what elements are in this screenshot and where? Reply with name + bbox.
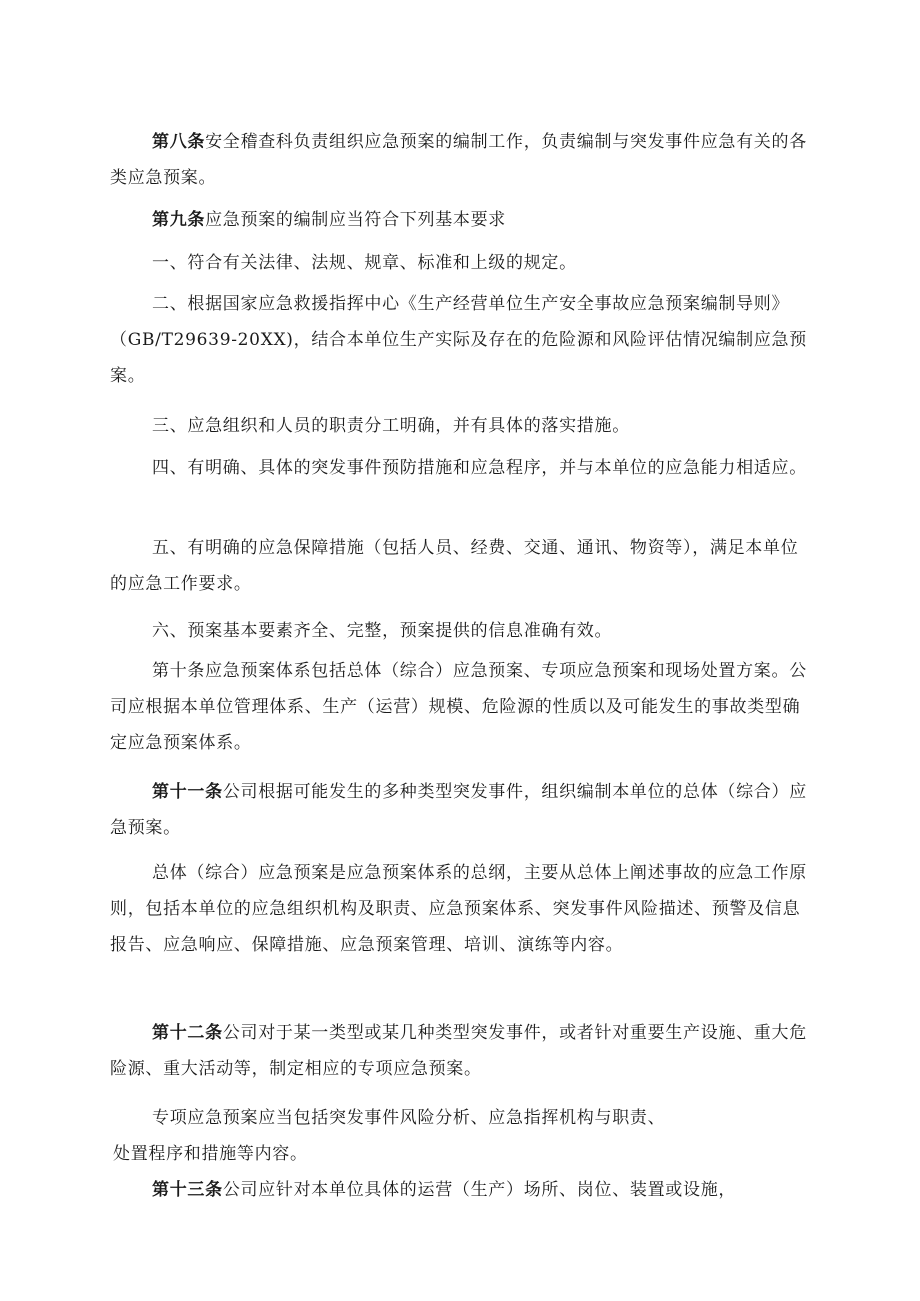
article-body: 应急预案的编制应当符合下列基本要求 bbox=[205, 210, 507, 230]
list-item: 三、应急组织和人员的职责分工明确，并有具体的落实措施。 bbox=[152, 416, 630, 436]
article-12 bbox=[110, 1015, 810, 1087]
article-body: 公司对于某一类型或某几种类型突发事件，或者针对重要生产设施、重大危险源、重大活动等，制定相应的专项应急预案。 bbox=[110, 1023, 807, 1079]
article-12-note bbox=[110, 1100, 810, 1172]
list-item: 五、有明确的应急保障措施（包括人员、经费、交通、通讯、物资等），满足本单位的应急工作要求。 bbox=[110, 538, 799, 594]
list-item: 四、有明确、具体的突发事件预防措施和应急程序，并与本单位的应急能力相适应。 bbox=[152, 458, 807, 478]
article-11-note: 总体（综合）应急预案是应急预案体系的总纲，主要从总体上阐述事故的应急工作原则，包括本单位的应急组织机构及职责、应急预案体系、突发事件风险描述、预警及信息报告、应急响应、保障措施、应急预案管理、培训、演练等内容。 bbox=[110, 863, 807, 955]
article-11 bbox=[110, 774, 810, 846]
article-heading: 第八条 bbox=[152, 132, 206, 152]
article-body: 公司根据可能发生的多种类型突发事件，组织编制本单位的总体（综合）应急预案。 bbox=[110, 782, 807, 838]
article-10: 第十条应急预案体系包括总体（综合）应急预案、专项应急预案和现场处置方案。公司应根据本单位管理体系、生产（运营）规模、危险源的性质以及可能发生的事故类型确定应急预案体系。 bbox=[110, 661, 807, 753]
list-item: 六、预案基本要素齐全、完整，预案提供的信息准确有效。 bbox=[152, 621, 613, 641]
article-heading: 第十三条 bbox=[152, 1180, 223, 1200]
article-13 bbox=[110, 1172, 810, 1208]
article-heading: 第十二条 bbox=[152, 1023, 223, 1043]
article-heading: 第十一条 bbox=[152, 782, 223, 802]
note-line: 专项应急预案应当包括突发事件风险分析、应急指挥机构与职责、 bbox=[152, 1108, 666, 1128]
article-heading: 第九条 bbox=[152, 210, 206, 230]
article-body: 公司应针对本单位具体的运营（生产）场所、岗位、装置或设施， bbox=[222, 1180, 737, 1200]
article-body: 安全稽查科负责组织应急预案的编制工作，负责编制与突发事件应急有关的各类应急预案。 bbox=[110, 132, 807, 188]
list-item: 一、符合有关法律、法规、规章、标准和上级的规定。 bbox=[152, 253, 577, 273]
article-9 bbox=[110, 202, 810, 238]
article-8 bbox=[110, 124, 810, 196]
note-line: 处置程序和措施等内容。 bbox=[113, 1144, 308, 1164]
list-item: 二、根据国家应急救援指挥中心《生产经营单位生产安全事故应急预案编制导则》（GB/T29639-20XX)，结合本单位生产实际及存在的危险源和风险评估情况编制应急预案。 bbox=[110, 294, 807, 386]
